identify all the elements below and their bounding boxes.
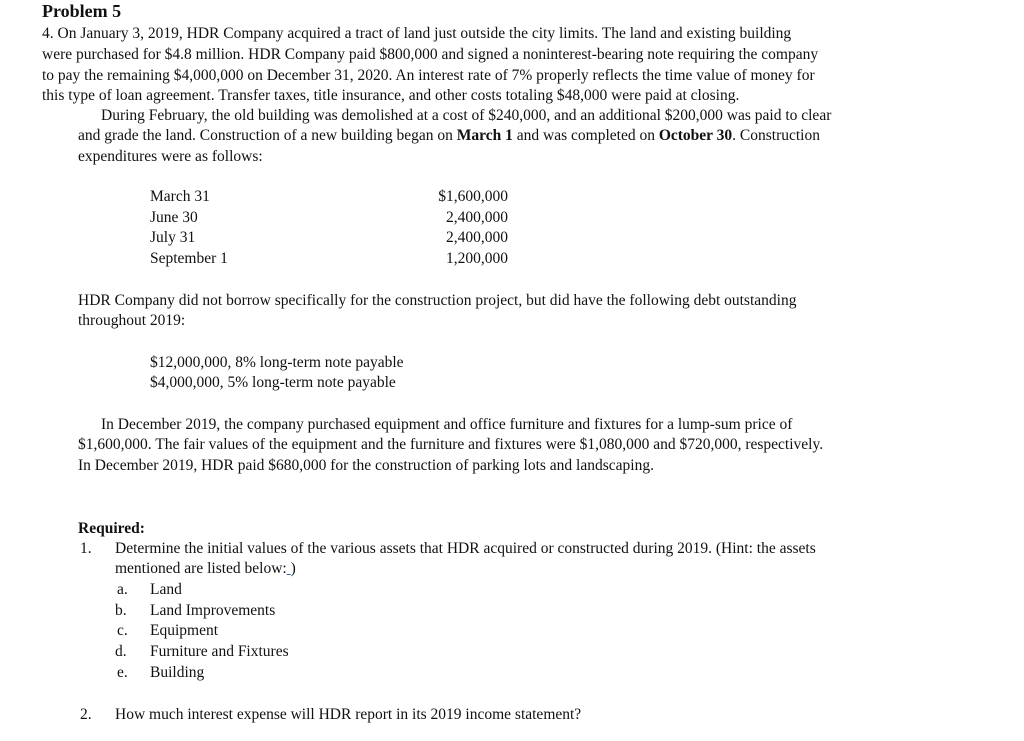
asset-letter: c. (117, 622, 128, 639)
debt-intro-line-2: throughout 2019: (78, 312, 186, 329)
asset-label-building: Building (150, 664, 205, 681)
expenditure-date: June 30 (150, 209, 198, 226)
question-1-line-1: Determine the initial values of the various assets that HDR acquired or constructed during 2019. (Hint: the assets (115, 540, 816, 557)
expenditure-amount: 2,400,000 (446, 209, 508, 226)
expenditure-amount: $1,600,000 (438, 188, 508, 205)
question-1-line-2: mentioned are listed below: ) (115, 560, 296, 577)
asset-letter: d. (115, 643, 127, 660)
question-2-number: 2. (80, 706, 92, 723)
expenditure-date: July 31 (150, 229, 196, 246)
para2-line-3: expenditures were as follows: (78, 148, 263, 165)
intro-line-1: 4. On January 3, 2019, HDR Company acquired a tract of land just outside the city limits. The land and existing building (42, 25, 792, 42)
asset-label-furniture-fixtures: Furniture and Fixtures (150, 643, 289, 660)
intro-line-2: were purchased for $4.8 million. HDR Company paid $800,000 and signed a noninterest-bearing note requiring the company (42, 46, 819, 63)
date-march-1: March 1 (456, 127, 513, 144)
asset-letter: e. (117, 664, 128, 681)
intro-line-4: this type of loan agreement. Transfer taxes, title insurance, and other costs totaling $48,000 were paid at closing. (42, 87, 740, 104)
problem-title: Problem 5 (42, 1, 122, 21)
debt-item: $4,000,000, 5% long-term note payable (150, 374, 396, 391)
required-heading: Required: (78, 520, 145, 537)
asset-label-equipment: Equipment (150, 622, 219, 639)
para2-line-1: During February, the old building was demolished at a cost of $240,000, and an additional $200,000 was paid to clear (101, 107, 832, 124)
intro-line-3: to pay the remaining $4,000,000 on December 31, 2020. An interest rate of 7% properly reflects the time value of money for (42, 67, 815, 84)
date-october-30: October 30 (658, 127, 733, 144)
para3-line-1: In December 2019, the company purchased equipment and office furniture and fixtures for a lump-sum price of (101, 416, 793, 433)
asset-label-land: Land (150, 581, 182, 598)
debt-item: $12,000,000, 8% long-term note payable (150, 354, 404, 371)
para3-line-2: $1,600,000. The fair values of the equipment and the furniture and fixtures were $1,080,000 and $720,000, respectively. (78, 436, 824, 453)
debt-intro-line-1: HDR Company did not borrow specifically for the construction project, but did have the following debt outstanding (78, 292, 797, 309)
question-1-number: 1. (80, 540, 92, 557)
expenditure-amount: 2,400,000 (446, 229, 508, 246)
expenditure-amount: 1,200,000 (446, 250, 508, 267)
para2-line-2: and grade the land. Construction of a new building began on March 1 and was completed on October 30. Construction (78, 127, 820, 144)
expenditure-date: September 1 (150, 250, 228, 267)
asset-letter: a. (117, 581, 128, 598)
expenditure-date: March 31 (150, 188, 210, 205)
question-2-text: How much interest expense will HDR report in its 2019 income statement? (115, 706, 582, 723)
asset-letter: b. (115, 602, 127, 619)
asset-label-land-improvements: Land Improvements (150, 602, 276, 619)
para3-line-3: In December 2019, HDR paid $680,000 for the construction of parking lots and landscaping. (78, 457, 654, 474)
